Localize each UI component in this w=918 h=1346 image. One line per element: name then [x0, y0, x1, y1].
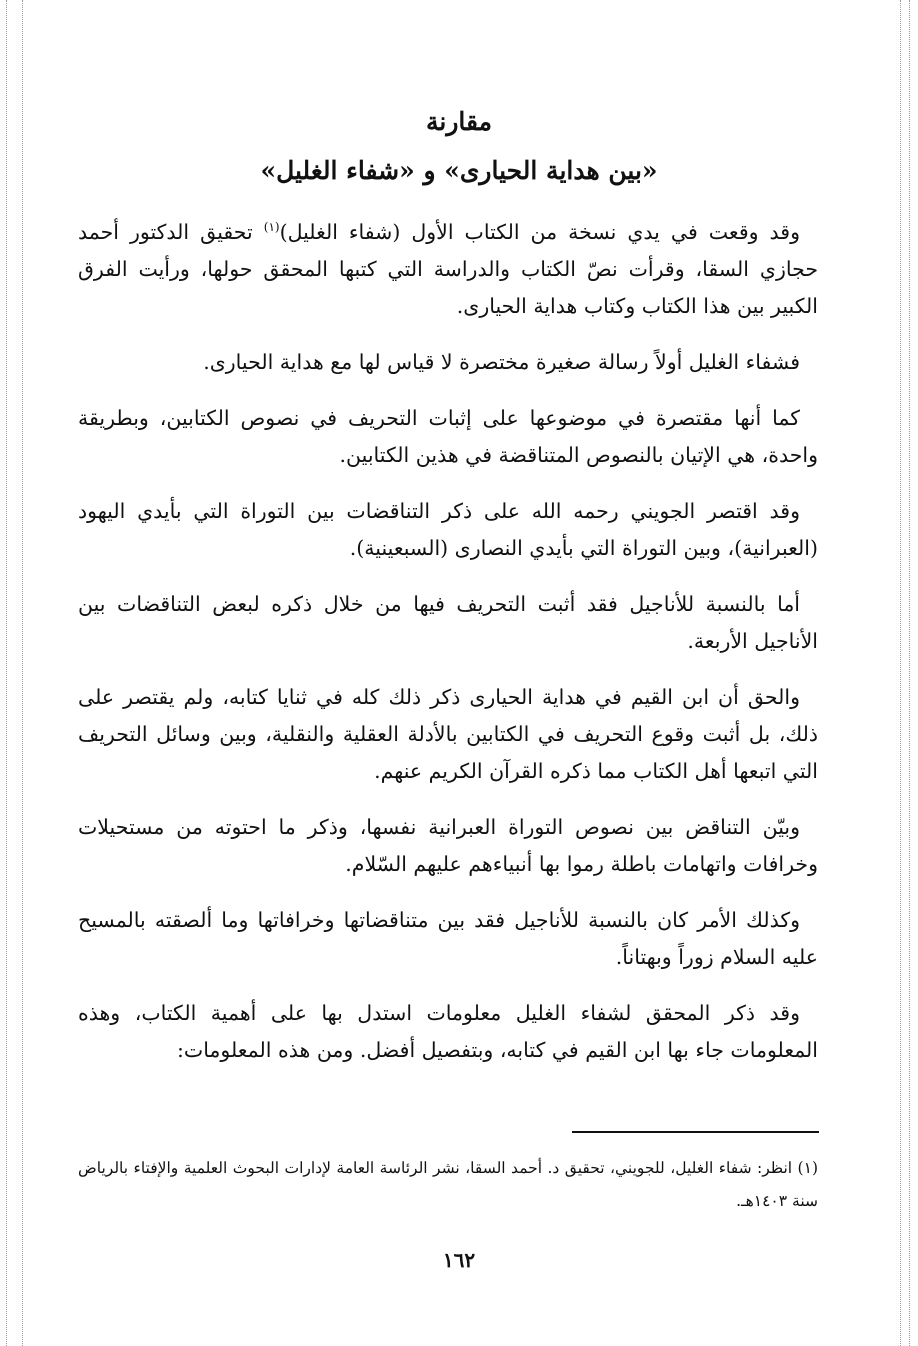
- body-text: [78, 214, 818, 1088]
- paragraph-text: تحقيق الدكتور أحمد حجازي السقا، وقرأت نصّ الكتاب والدراسة التي كتبها المحقق حولها، ورأيت الفرق الكبير بين هذا الكتاب وكتاب هداية الحيارى.: [78, 220, 818, 318]
- paragraph: [78, 214, 818, 325]
- scan-edge-line: [6, 0, 7, 1346]
- scan-edge-line: [22, 0, 23, 1346]
- scan-edge-line: [909, 0, 910, 1346]
- paragraph: أما بالنسبة للأناجيل فقد أثبت التحريف فيها من خلال ذكره لبعض التناقضات بين الأناجيل الأربعة.: [78, 592, 818, 653]
- paragraph: وقد اقتصر الجويني رحمه الله على ذكر التناقضات بين التوراة التي بأيدي اليهود (العبرانية)، وبين التوراة التي بأيدي النصارى (السبعينية).: [78, 499, 818, 560]
- page-subtitle: «بين هداية الحيارى» و «شفاء الغليل»: [260, 156, 658, 185]
- footnote-reference: (١): [263, 220, 280, 235]
- paragraph: وقد ذكر المحقق لشفاء الغليل معلومات استدل بها على أهمية الكتاب، وهذه المعلومات جاء بها ابن القيم في كتابه، وبتفصيل أفضل. ومن هذه المعلومات:: [78, 1001, 818, 1062]
- footnote-divider: [572, 1131, 819, 1133]
- footnote: (١) انظر: شفاء الغليل، للجويني، تحقيق د. أحمد السقا، نشر الرئاسة العامة لإدارات البحوث العلمية والإفتاء بالرياض سنة ١٤٠٣هـ.: [78, 1159, 818, 1210]
- paragraph-text: وقد وقعت في يدي نسخة من الكتاب الأول (شفاء الغليل): [279, 220, 800, 244]
- paragraph: فشفاء الغليل أولاً رسالة صغيرة مختصرة لا قياس لها مع هداية الحيارى.: [203, 350, 800, 374]
- paragraph: وبيّن التناقض بين نصوص التوراة العبرانية نفسها، وذكر ما احتوته من مستحيلات وخرافات واتهامات باطلة رموا بها أنبياءهم عليهم السّلام.: [78, 815, 818, 876]
- paragraph: كما أنها مقتصرة في موضوعها على إثبات التحريف في نصوص الكتابين، وبطريقة واحدة، هي الإتيان بالنصوص المتناقضة في هذين الكتابين.: [78, 406, 818, 467]
- scan-edge-line: [900, 0, 901, 1346]
- paragraph: والحق أن ابن القيم في هداية الحيارى ذكر ذلك كله في ثنايا كتابه، ولم يقتصر على ذلك، بل أثبت وقوع التحريف في الكتابين بالأدلة العقلية والنقلية، وبين وسائل التحريف التي اتبعها أهل الكتاب مما ذكره القرآن الكريم عنهم.: [78, 685, 818, 783]
- paragraph: وكذلك الأمر كان بالنسبة للأناجيل فقد بين متناقضاتها وخرافاتها وما ألصقته بالمسيح عليه السلام زوراً وبهتاناً.: [78, 908, 818, 969]
- page-number: ١٦٢: [442, 1248, 476, 1272]
- page-title: مقارنة: [425, 107, 493, 136]
